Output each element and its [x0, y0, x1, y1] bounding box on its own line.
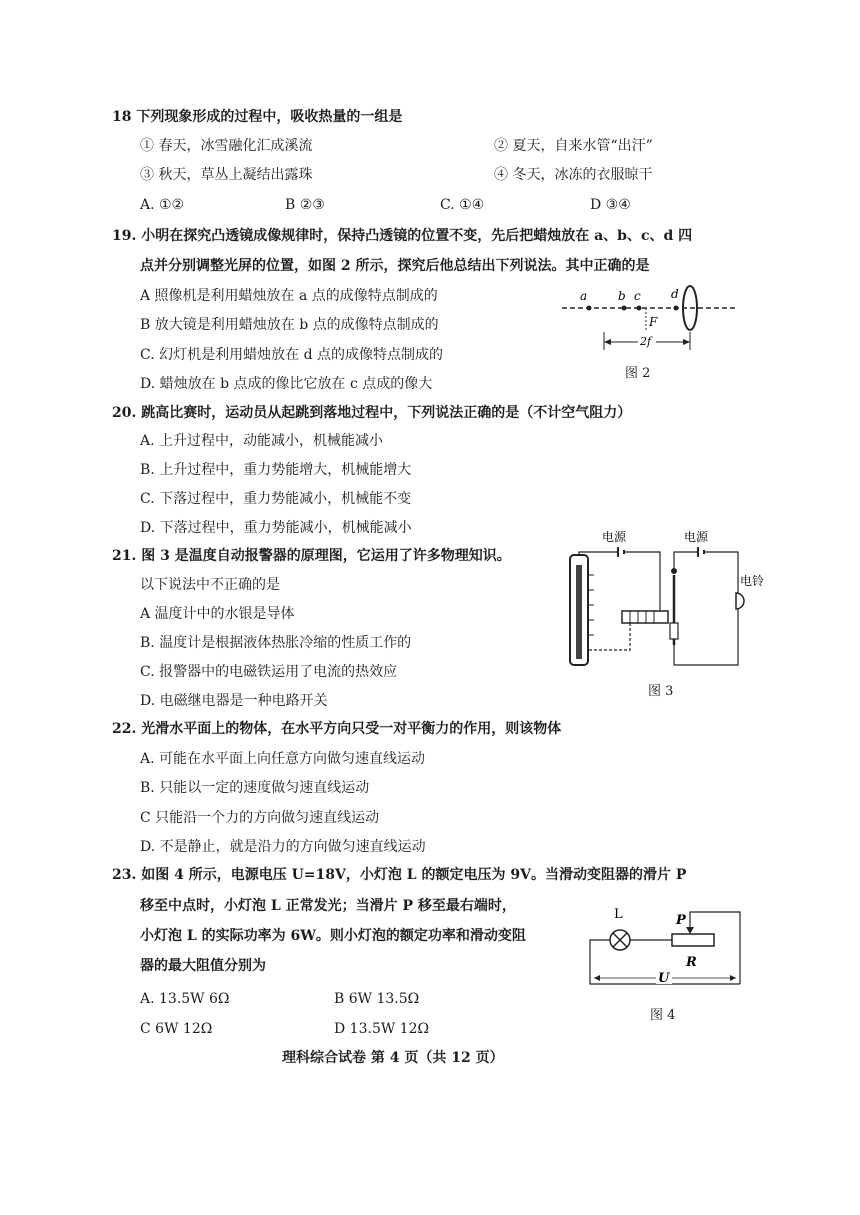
- label-R: R: [686, 955, 697, 970]
- point-a-mark: [587, 306, 592, 311]
- figure-3-alarm-diagram: [560, 525, 782, 675]
- label-2f: 2f: [640, 335, 652, 348]
- q23-option-b: B 6W 13.5Ω: [334, 991, 420, 1007]
- page-footer: 理科综合试卷 第 4 页（共 12 页）: [282, 1050, 504, 1066]
- q20-option-b: B. 上升过程中，重力势能增大，机械能增大: [140, 462, 412, 478]
- q19-option-a: A 照像机是利用蜡烛放在 a 点的成像特点制成的: [140, 288, 438, 304]
- q18-option-a: A. ①②: [140, 197, 185, 213]
- mercury-column: [576, 565, 582, 659]
- q19-stem-line2: 点并分别调整光屏的位置，如图 2 所示，探究后他总结出下列说法。其中正确的是: [140, 258, 650, 274]
- point-b-mark: [622, 306, 627, 311]
- q18-item-3: ③ 秋天，草丛上凝结出露珠: [140, 167, 313, 183]
- slider-P: [686, 927, 694, 934]
- figure-3-caption: 图 3: [648, 684, 674, 699]
- label-b: b: [618, 289, 626, 303]
- q23-option-d: D 13.5W 12Ω: [334, 1021, 430, 1037]
- figure-4-circuit-diagram: [580, 898, 750, 994]
- q19-option-d: D. 蜡烛放在 b 点成的像比它放在 c 点成的像大: [140, 376, 433, 392]
- q18-item-2: ② 夏天，自来水管“出汗”: [494, 138, 653, 154]
- q21-option-b: B. 温度计是根据液体热胀冷缩的性质工作的: [140, 635, 412, 651]
- q21-option-c: C. 报警器中的电磁铁运用了电流的热效应: [140, 664, 398, 680]
- q18-option-d: D ③④: [590, 197, 631, 213]
- right-power-label: 电源: [684, 530, 709, 544]
- q18-option-b: B ②③: [285, 197, 325, 213]
- q21-option-a: A 温度计中的水银是导体: [140, 606, 295, 622]
- label-P: P: [676, 913, 686, 928]
- q23-option-a: A. 13.5W 6Ω: [140, 991, 230, 1007]
- left-power-label: 电源: [602, 530, 627, 544]
- q22-option-c: C 只能沿一个力的方向做匀速直线运动: [140, 810, 380, 826]
- q20-stem: 20. 跳高比赛时，运动员从起跳到落地过程中，下列说法正确的是（不计空气阻力）: [112, 405, 632, 421]
- slider-wire: [690, 912, 740, 984]
- label-d: d: [671, 287, 679, 301]
- q18-option-c: C. ①④: [440, 197, 485, 213]
- rheostat-R: [672, 934, 714, 946]
- q23-option-c: C 6W 12Ω: [140, 1021, 213, 1037]
- q22-option-b: B. 只能以一定的速度做匀速直线运动: [140, 780, 370, 796]
- figure-4-caption: 图 4: [650, 1008, 676, 1023]
- q19-option-b: B 放大镜是利用蜡烛放在 b 点的成像特点制成的: [140, 317, 439, 333]
- q21-stem-line2: 以下说法中不正确的是: [140, 577, 280, 593]
- q23-stem-line3: 小灯泡 L 的实际功率为 6W。则小灯泡的额定功率和滑动变阻: [140, 928, 526, 944]
- q21-option-d: D. 电磁继电器是一种电路开关: [140, 693, 328, 709]
- q23-stem-line2: 移至中点时，小灯泡 L 正常发光；当滑片 P 移至最右端时，: [140, 898, 516, 914]
- figure-2-caption: 图 2: [625, 366, 651, 381]
- electric-bell: [736, 593, 744, 609]
- label-c: c: [634, 289, 641, 303]
- q23-stem-line1: 23. 如图 4 所示，电源电压 U=18V，小灯泡 L 的额定电压为 9V。当滑动变阻器的滑片 P: [112, 867, 687, 883]
- q18-stem: 18 下列现象形成的过程中，吸收热量的一组是: [112, 109, 403, 125]
- label-a: a: [580, 289, 588, 303]
- label-L: L: [614, 907, 623, 922]
- q22-option-a: A. 可能在水平面上向任意方向做匀速直线运动: [140, 751, 426, 767]
- q18-item-1: ① 春天，冰雪融化汇成溪流: [140, 138, 313, 154]
- q20-option-a: A. 上升过程中，动能减小，机械能减小: [140, 433, 384, 449]
- q22-stem: 22. 光滑水平面上的物体，在水平方向只受一对平衡力的作用，则该物体: [112, 721, 562, 737]
- point-c-mark: [637, 306, 642, 311]
- bell-label: 电铃: [740, 574, 765, 588]
- q22-option-d: D. 不是静止，就是沿力的方向做匀速直线运动: [140, 839, 426, 855]
- point-d-mark: [674, 306, 679, 311]
- q23-stem-line4: 器的最大阻值分别为: [140, 958, 266, 974]
- q20-option-c: C. 下落过程中，重力势能减小，机械能不变: [140, 491, 412, 507]
- q19-stem-line1: 19. 小明在探究凸透镜成像规律时，保持凸透镜的位置不变，先后把蜡烛放在 a、b、c、d 四: [112, 228, 693, 244]
- q19-option-c: C. 幻灯机是利用蜡烛放在 d 点的成像特点制成的: [140, 347, 443, 363]
- q21-stem-line1: 21. 图 3 是温度自动报警器的原理图，它运用了许多物理知识。: [112, 548, 511, 564]
- 2f-arrow-right: [683, 339, 690, 345]
- 2f-arrow-left: [604, 339, 611, 345]
- electromagnet: [622, 611, 668, 623]
- q20-option-d: D. 下落过程中，重力势能减小，机械能减小: [140, 520, 412, 536]
- q18-item-4: ④ 冬天，冰冻的衣服晾干: [494, 167, 653, 183]
- label-F: F: [649, 315, 658, 329]
- label-U: U: [658, 971, 670, 986]
